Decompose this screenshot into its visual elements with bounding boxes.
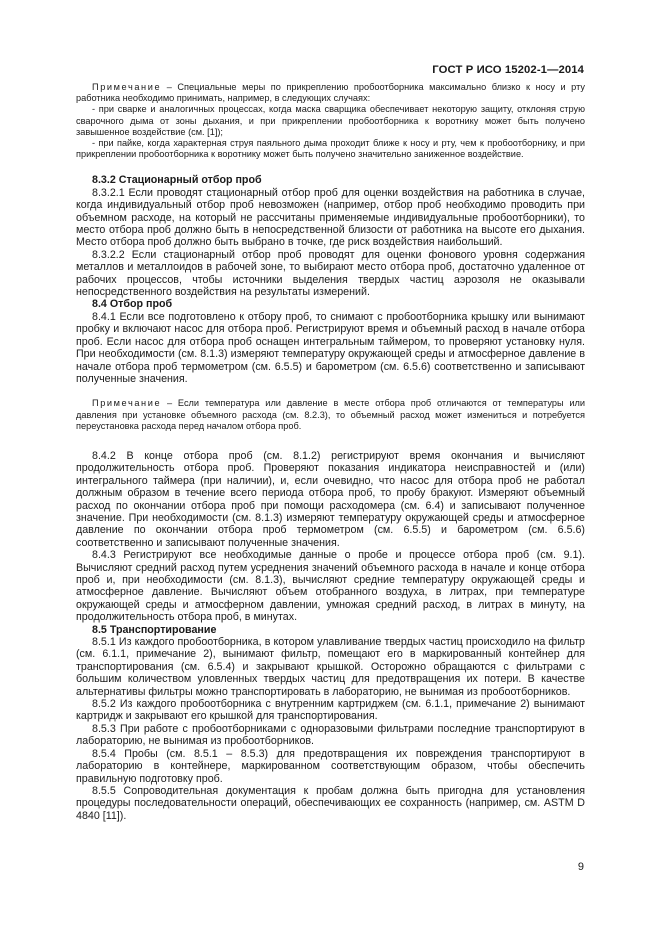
note-2: Примечание – Если температура или давление в месте отбора проб отличаются от температуры или давления при установке объемного расхода (см. 8.2.3), то объемный расход может измениться и потребуется переустановка расхода перед началом отбора проб. (76, 398, 585, 431)
paragraph-8-5-5: 8.5.5 Сопроводительная документация к пробам должна быть пригодна для установления процедуры последовательности операций, обеспечивающих ее сохранность (например, см. ASTM D 4840 [11]). (76, 784, 585, 822)
page-content (76, 82, 585, 822)
paragraph-8-4-1: 8.4.1 Если все подготовлено к отбору проб, то снимают с пробоотборника крышку или вынимают пробку и включают насос для отбора проб. Регистрируют время и объемный расход в начале отбора проб. Если насос для отбора проб оснащен интегральным таймером, то проверяют установку нуля. При необходимости (см. 8.1.3) измеряют температуру окружающей среды и атмосферное давление в начале отбора проб термометром (см. 6.5.5) и барометром (см. 6.5.6) соответственно и записывают полученные значения. (76, 310, 585, 385)
section-8-4-heading: 8.4 Отбор проб (92, 298, 173, 311)
page-number: 9 (577, 861, 584, 873)
paragraph-8-5-3: 8.5.3 При работе с пробоотборниками с одноразовыми фильтрами последние транспортируют в лабораторию, не вынимая из пробоотборников. (76, 722, 585, 748)
spacer (76, 385, 585, 398)
paragraph-8-5-2: 8.5.2 Из каждого пробоотборника с внутренним картриджем (см. 6.1.1, примечание 2) вынимают картридж и закрывают его крышкой для транспортирования. (76, 698, 585, 723)
spacer (76, 160, 585, 174)
paragraph-8-5-1: 8.5.1 Из каждого пробоотборника, в котором улавливание твердых частиц происходило на фильтр (см. 6.1.1, примечание 2), вынимают фильтр, помещают его в маркированный контейнер для транспортирования (см. 6.5.4) и закрывают крышкой. Осторожно обращаются с фильтрами с большим количеством уловленных твердых частиц для предотвращения их потери. В качестве альтернативы фильтры можно транспортировать в лабораторию, не вынимая из пробоотборников. (76, 636, 585, 698)
spacer (76, 432, 585, 450)
paragraph-8-4-3: 8.4.3 Регистрируют все необходимые данные о пробе и процессе отбора проб (см. 9.1). Вычисляют средний расход путем усреднения значений объемного расхода в начале и конце отбора проб и, при необходимости (см. 8.1.3), вычисляют средние температуру окружающей среды и атмосферное давление. Вычисляют объем отобранного воздуха, в литрах, при температуре окружающей среды и атмосферном давлении, умножая средний расход, в литрах в минуту, на продолжительность отбора проб, в минутах. (76, 549, 585, 624)
standard-header: ГОСТ Р ИСО 15202-1—2014 (432, 64, 584, 76)
section-8-3-2-heading: 8.3.2 Стационарный отбор проб (92, 174, 262, 187)
note-1-intro: Примечание – Специальные меры по прикреплению пробоотборника максимально близко к носу и рту работника необходимо принимать, например, в следующих случаях: (76, 82, 585, 104)
note-1-item-1: - при сварке и аналогичных процессах, когда маска сварщика обеспечивает некоторую защиту, отклоняя струю сварочного дыма от зоны дыхания, и при прикреплении пробоотборника к воротнику может быть получено завышенное воздействие (см. [1]); (76, 104, 585, 137)
section-8-5-heading: 8.5 Транспортирование (92, 623, 217, 636)
note-1-item-2: - при пайке, когда характерная струя паяльного дыма проходит ближе к носу и рту, чем к пробоотборнику, и при прикреплении пробоотборника к воротнику может быть получено значительно заниженное воздействие. (76, 138, 585, 160)
paragraph-8-3-2-2: 8.3.2.2 Если стационарный отбор проб проводят для оценки фонового уровня содержания металлов и металлоидов в рабочей зоне, то выбирают место отбора проб, достаточно удаленное от рабочих процессов, чтобы источники выделения твердых частиц аэрозоля не оказывали непосредственного воздействия на результаты измерений. (76, 248, 585, 299)
paragraph-8-4-2: 8.4.2 В конце отбора проб (см. 8.1.2) регистрируют время окончания и вычисляют продолжительность отбора проб. Проверяют показания индикатора неисправностей и (или) интегрального таймера (при наличии), и, если очевидно, что насос для отбора проб не работал должным образом в течение всего периода отбора проб, то пробу бракуют. Измеряют объемный расход по окончании отбора проб при помощи расходомера (см. 6.4) и записывают полученное значение. При необходимости (см. 8.1.3) измеряют температуру окружающей среды и атмосферное давление по окончании отбора проб термометром (см. 6.5.5) и барометром (см. 6.5.6) соответственно и записывают полученные значения. (76, 449, 585, 549)
paragraph-8-5-4: 8.5.4 Пробы (см. 8.5.1 – 8.5.3) для предотвращения их повреждения транспортируют в лабораторию в контейнере, маркированном соответствующим образом, чтобы обеспечить правильную подготовку проб. (76, 747, 585, 785)
paragraph-8-3-2-1: 8.3.2.1 Если проводят стационарный отбор проб для оценки воздействия на работника в случае, когда индивидуальный отбор проб невозможен (например, отбор проб необходимо проводить при объемном расходе, на который не рассчитаны применяемые индивидуальные пробоотборники), то место отбора проб должно быть в непосредственной близости от работника на высоте его дыхания. Место отбора проб должно быть выбрано в точке, где риск воздействия наибольший. (76, 186, 585, 249)
note-1-label: Примечание (92, 82, 162, 92)
note-2-label: Примечание (92, 398, 162, 409)
